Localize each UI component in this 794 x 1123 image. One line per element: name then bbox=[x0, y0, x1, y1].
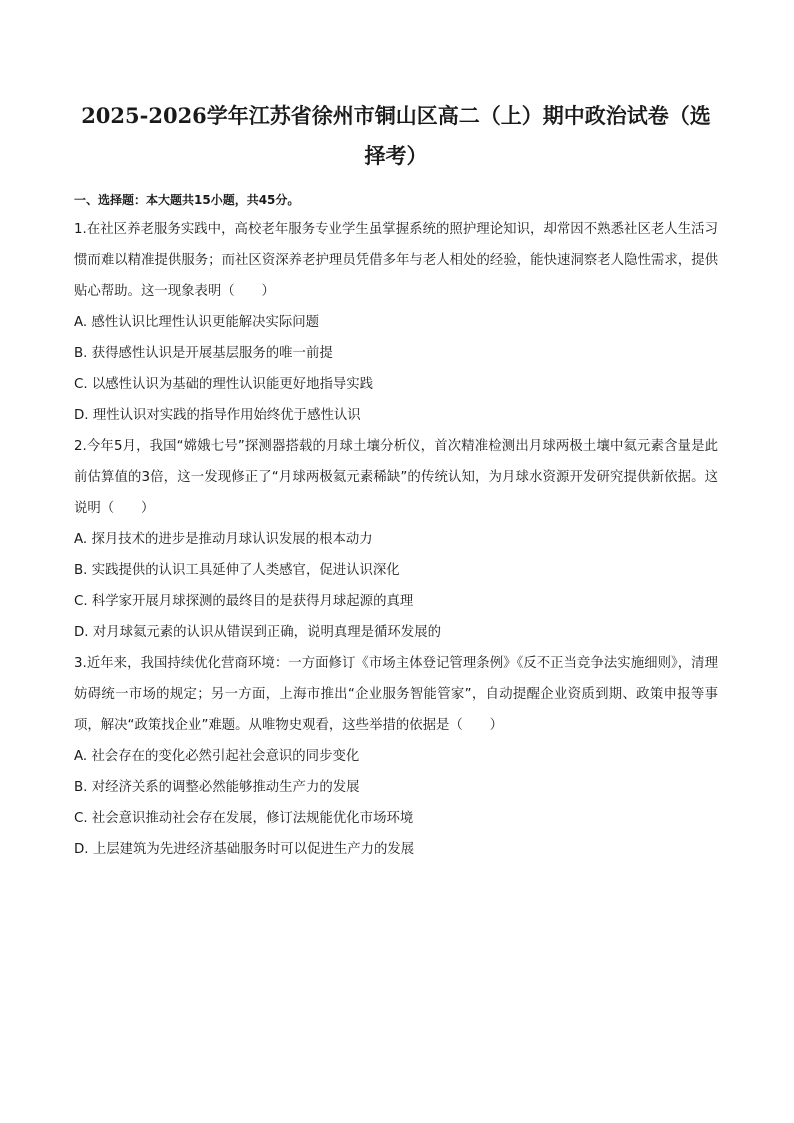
option-a: A. 探月技术的进步是推动月球认识发展的根本动力 bbox=[74, 532, 373, 547]
option-c: C. 社会意识推动社会存在发展，修订法规能优化市场环境 bbox=[74, 811, 414, 826]
question-stem: 2.今年5月，我国“嫦娥七号”探测器搭载的月球土壤分析仪，首次精准检测出月球两极土壤中氦元素含量是此前估算值的3倍，这一发现修正了“月球两极氦元素稀缺”的传统认知，为月球水资源开发研究提供新依据。这说明（ ） bbox=[74, 439, 718, 516]
option-a: A. 社会存在的变化必然引起社会意识的同步变化 bbox=[74, 749, 360, 764]
option-b: B. 对经济关系的调整必然能够推动生产力的发展 bbox=[74, 780, 360, 795]
option-b: B. 实践提供的认识工具延伸了人类感官，促进认识深化 bbox=[74, 563, 400, 578]
question-2 bbox=[74, 431, 718, 648]
option-a: A. 感性认识比理性认识更能解决实际问题 bbox=[74, 315, 320, 330]
option-c: C. 科学家开展月球探测的最终目的是获得月球起源的真理 bbox=[74, 594, 414, 609]
option-c: C. 以感性认识为基础的理性认识能更好地指导实践 bbox=[74, 377, 374, 392]
question-stem: 3.近年来，我国持续优化营商环境：一方面修订《市场主体登记管理条例》《反不正当竞争法实施细则》，清理妨碍统一市场的规定；另一方面，上海市推出“企业服务智能管家”，自动提醒企业资质到期、政策申报等事项，解决“政策找企业”难题。从唯物史观看，这些举措的依据是（ ） bbox=[74, 656, 718, 733]
section-heading: 一、选择题：本大题共15小题，共45分。 bbox=[74, 193, 300, 207]
option-d: D. 对月球氦元素的认识从错误到正确，说明真理是循环发展的 bbox=[74, 625, 441, 640]
question-3 bbox=[74, 648, 718, 865]
option-d: D. 上层建筑为先进经济基础服务时可以促进生产力的发展 bbox=[74, 842, 415, 857]
question-stem: 1.在社区养老服务实践中，高校老年服务专业学生虽掌握系统的照护理论知识，却常因不熟悉社区老人生活习惯而难以精准提供服务；而社区资深养老护理员凭借多年与老人相处的经验，能快速洞察老人隐性需求，提供贴心帮助。这一现象表明（ ） bbox=[74, 222, 718, 299]
option-b: B. 获得感性认识是开展基层服务的唯一前提 bbox=[74, 346, 333, 361]
exam-title: 2025-2026学年江苏省徐州市铜山区高二（上）期中政治试卷（选择考） bbox=[81, 103, 711, 168]
question-1 bbox=[74, 214, 718, 431]
option-d: D. 理性认识对实践的指导作用始终优于感性认识 bbox=[74, 408, 361, 423]
